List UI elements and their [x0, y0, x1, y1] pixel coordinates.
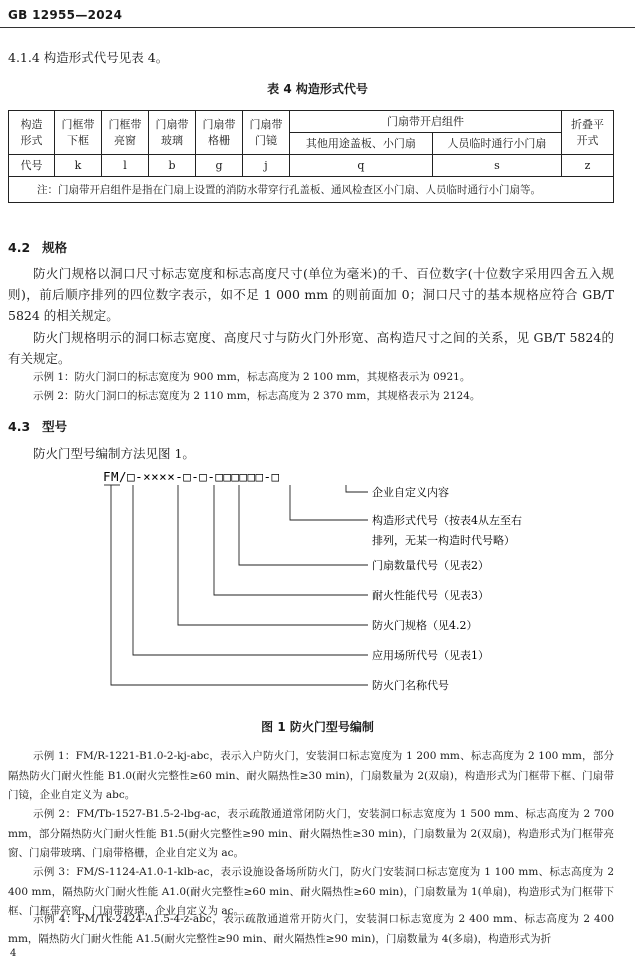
model-example-2: 示例 2：FM/Tb-1527-B1.5-2-lbg-ac，表示疏散通道常闭防火门，安装洞口标志宽度为 1 500 mm、标志高度为 2 700 mm，部分隔热防火门耐火性能 B1.5(耐火完整性≥90 min、耐火隔热性≥30 min)，门扇数量为 2(双扇)，构造形式为门框带亮窗、门扇带玻璃、门扇带格栅，企业自定义为 ac。 [8, 808, 614, 859]
th-sub-small-leaf: 人员临时通行小门扇 [432, 133, 561, 155]
section-title: 型号 [42, 419, 68, 434]
section-title: 规格 [42, 240, 68, 255]
code-b: b [149, 155, 196, 177]
leader-lines [104, 485, 368, 685]
th-folding: 折叠平 开式 [562, 111, 614, 155]
figure-1-model-diagram [0, 460, 635, 710]
label-name-code: 防火门名称代号 [372, 679, 449, 692]
th-lower-frame: 门框带 下框 [55, 111, 102, 155]
section-4-2-para-1: 防火门规格以洞口尺寸标志宽度和标志高度尺寸(单位为毫米)的千、百位数字(十位数字采用四舍五入规则)，前后顺序排列的四位数字表示，如不足 1 000 mm 的则前面加 0；洞口尺寸的基本规格应符合 GB/T 5824 的相关规定。 [8, 266, 614, 323]
section-4-2-para-2: 防火门规格明示的洞口标志宽度、高度尺寸与防火门外形宽、高构造尺寸之间的关系，见 GB/T 5824的有关规定。 [8, 330, 614, 366]
th-grille: 门扇带 格栅 [196, 111, 243, 155]
code-q: q [290, 155, 433, 177]
code-label: 代号 [9, 155, 55, 177]
label-structure-code-cont: 排列，无某一构造时代号略） [372, 534, 515, 547]
model-example-3: 示例 3：FM/S-1124-A1.0-1-klb-ac，表示设施设备场所防火门，防火门安装洞口标志宽度为 1 100 mm、标志高度为 2 400 mm，隔热防火门耐火性能 A1.0(耐火完整性≥60 min、耐火隔热性≥60 min)，门扇数量为 1(单扇)，构造形式为门框带下框、门框带亮窗、门扇带玻璃，企业自定义为 ac。 [8, 866, 614, 917]
section-4-2-heading [8, 238, 67, 256]
th-glass: 门扇带 玻璃 [149, 111, 196, 155]
th-viewer: 门扇带 门镜 [243, 111, 290, 155]
label-door-spec: 防火门规格（见4.2） [372, 619, 478, 632]
label-structure-code: 构造形式代号（按表4从左至右 [372, 514, 522, 527]
figure-1-caption: 图 1 防火门型号编制 [261, 720, 374, 734]
section-number: 4.3 [8, 419, 31, 434]
section-4-1-4: 4.1.4 构造形式代号见表 4。 [8, 50, 169, 65]
label-application-code: 应用场所代号（见表1） [372, 649, 489, 662]
table-4-note: 注：门扇带开启组件是指在门扇上设置的消防水带穿行孔盖板、通风检查区小门扇、人员临时通行小门扇等。 [9, 177, 614, 203]
code-g: g [196, 155, 243, 177]
th-sub-cover: 其他用途盖板、小门扇 [290, 133, 433, 155]
section-4-3-heading [8, 417, 67, 435]
label-leaf-count: 门扇数量代号（见表2） [372, 559, 489, 572]
standard-header: GB 12955—2024 [8, 8, 123, 22]
model-example-4: 示例 4：FM/Tk-2424-A1.5-4-z-abc，表示疏散通道常开防火门，安装洞口标志宽度为 2 400 mm、标志高度为 2 400 mm，隔热防火门耐火性能 A1.5(耐火完整性≥90 min、耐火隔热性≥90 min)，门扇数量为 4(多扇)，构造形式为折 [8, 913, 614, 945]
page-number: 4 [10, 948, 17, 959]
th-form: 构造 形式 [9, 111, 55, 155]
table-4 [8, 110, 614, 203]
th-transom: 门框带 亮窗 [102, 111, 149, 155]
section-4-3-para-1: 防火门型号编制方法见图 1。 [33, 446, 195, 461]
code-l: l [102, 155, 149, 177]
spec-example-1: 示例 1：防火门洞口的标志宽度为 900 mm，标志高度为 2 100 mm，其规格表示为 0921。 [33, 371, 471, 383]
code-j: j [243, 155, 290, 177]
th-opening-components: 门扇带开启组件 [290, 111, 562, 133]
model-code-template: FM/□-××××-□-□-□□□□□□-□ [103, 469, 280, 484]
code-s: s [432, 155, 561, 177]
spec-example-2: 示例 2：防火门洞口的标志宽度为 2 110 mm，标志高度为 2 370 mm，其规格表示为 2124。 [33, 390, 481, 402]
label-fire-rating: 耐火性能代号（见表3） [372, 589, 489, 602]
model-example-1: 示例 1：FM/R-1221-B1.0-2-kj-abc，表示入户防火门，安装洞口标志宽度为 1 200 mm、标志高度为 2 100 mm，部分隔热防火门耐火性能 B1.0(耐火完整性≥60 min、耐火隔热性≥30 min)，门扇数量为 2(双扇)，构造形式为门框带下框、门扇带门镜，企业自定义为 abc。 [8, 750, 614, 801]
section-number: 4.2 [8, 240, 31, 255]
header-rule [0, 27, 635, 28]
label-custom-content: 企业自定义内容 [372, 486, 449, 499]
code-k: k [55, 155, 102, 177]
code-z: z [562, 155, 614, 177]
table-4-caption: 表 4 构造形式代号 [267, 82, 368, 96]
